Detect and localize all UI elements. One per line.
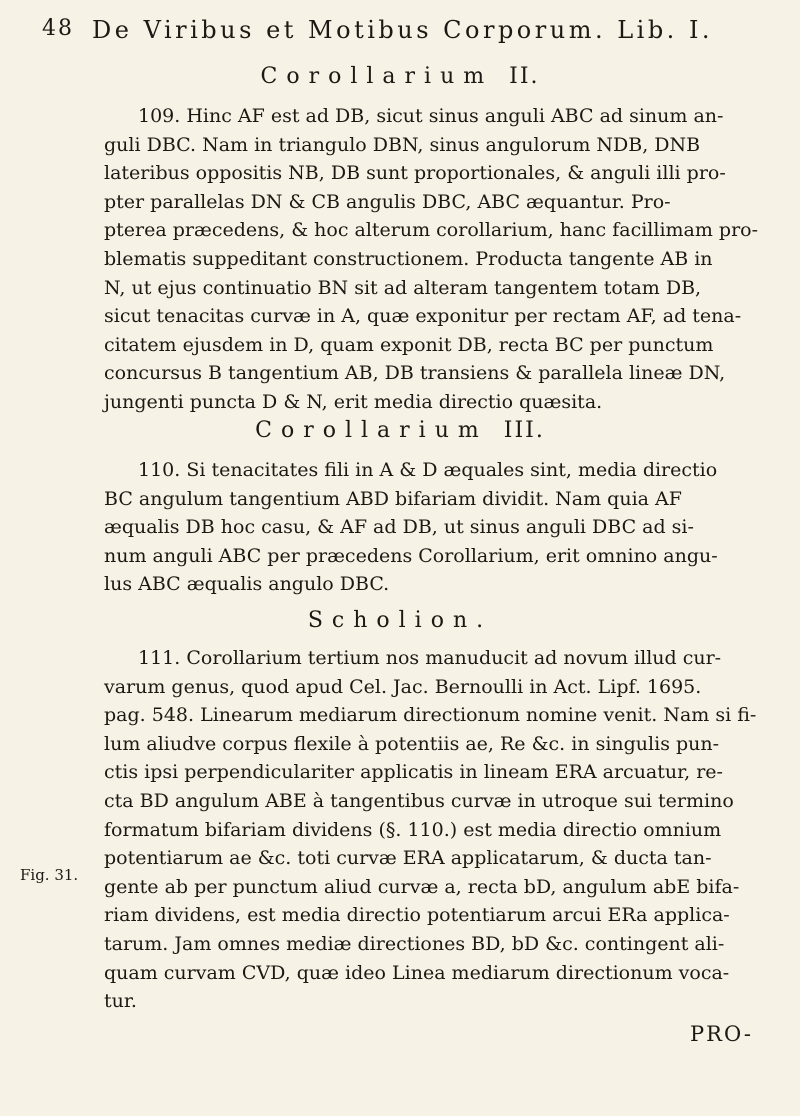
- heading-text: Corollarium: [260, 64, 494, 89]
- heading-text: Scholion.: [307, 608, 493, 633]
- text-line: pterea præcedens, & hoc alterum corollarium, hanc facillimam pro-: [104, 219, 759, 242]
- page-number: 48: [42, 16, 74, 41]
- text-line: tur.: [104, 990, 137, 1013]
- text-line: cta BD angulum ABE à tangentibus curvæ in utroque sui termino: [104, 789, 734, 812]
- text-line: lateribus oppositis NB, DB sunt proportionales, & anguli illi pro-: [104, 162, 726, 185]
- text-line: num anguli ABC per præcedens Corollarium, erit omnino angu-: [104, 544, 718, 567]
- text-line: quam curvam CVD, quæ ideo Linea mediarum directionum voca-: [104, 961, 730, 984]
- heading-roman: II.: [509, 64, 540, 89]
- text-line: blematis suppeditant constructionem. Producta tangente AB in: [104, 247, 713, 270]
- section-heading-corollarium-3: [0, 418, 800, 443]
- text-line: æqualis DB hoc casu, & AF ad DB, ut sinus anguli DBC ad si-: [104, 516, 694, 539]
- text-line: varum genus, quod apud Cel. Jac. Bernoulli in Act. Lipf. 1695.: [104, 675, 702, 698]
- running-title: De Viribus et Motibus Corporum. Lib. I.: [92, 16, 714, 44]
- paragraph-111: [104, 644, 790, 1016]
- section-heading-corollarium-2: [0, 64, 800, 89]
- text-line: lum aliudve corpus flexile à potentiis ae, Re &c. in singulis pun-: [104, 732, 720, 755]
- text-line: jungenti puncta D & N, erit media directio quæsita.: [104, 390, 603, 413]
- paragraph-110: [104, 456, 790, 599]
- text-line: lus ABC æqualis angulo DBC.: [104, 573, 390, 596]
- text-line: formatum bifariam dividens (§. 110.) est media directio omnium: [104, 818, 722, 841]
- section-heading-scholion: [0, 608, 800, 633]
- heading-text: Corollarium: [255, 418, 488, 443]
- text-line: pter parallelas DN & CB angulis DBC, ABC æquantur. Pro-: [104, 190, 671, 213]
- text-line: potentiarum ae &c. toti curvæ ERA applicatarum, & ducta tan-: [104, 847, 712, 870]
- text-line: riam dividens, est media directio potentiarum arcui ERa applica-: [104, 904, 730, 927]
- text-line: N, ut ejus continuatio BN sit ad alteram tangentem totam DB,: [104, 276, 702, 299]
- text-line: sicut tenacitas curvæ in A, quæ exponitur per rectam AF, ad tena-: [104, 305, 742, 328]
- text-line: pag. 548. Linearum mediarum directionum nomine venit. Nam si fi-: [104, 704, 757, 727]
- text-line: concursus B tangentium AB, DB transiens & parallela lineæ DN,: [104, 362, 726, 385]
- text-line: 110. Si tenacitates fili in A & D æquales sint, media directio: [138, 459, 718, 481]
- text-line: tarum. Jam omnes mediæ directiones BD, bD &c. contingent ali-: [104, 932, 725, 955]
- running-header: [42, 10, 772, 50]
- text-line: gente ab per punctum aliud curvæ a, recta bD, angulum abE bifa-: [104, 875, 740, 898]
- text-line: citatem ejusdem in D, quam exponit DB, recta BC per punctum: [104, 333, 714, 356]
- text-line: 111. Corollarium tertium nos manuducit ad novum illud cur-: [138, 647, 722, 669]
- heading-roman: III.: [503, 418, 545, 443]
- paragraph-109: [104, 102, 790, 417]
- text-line: ctis ipsi perpendiculariter applicatis in lineam ERA arcuatur, re-: [104, 761, 723, 784]
- text-line: guli DBC. Nam in triangulo DBN, sinus angulorum NDB, DNB: [104, 133, 701, 156]
- text-line: BC angulum tangentium ABD bifariam dividit. Nam quia AF: [104, 487, 682, 510]
- catchword: PRO-: [690, 1022, 754, 1046]
- text-line: 109. Hinc AF est ad DB, sicut sinus anguli ABC ad sinum an-: [138, 105, 724, 127]
- margin-figure-reference: Fig. 31.: [20, 866, 79, 884]
